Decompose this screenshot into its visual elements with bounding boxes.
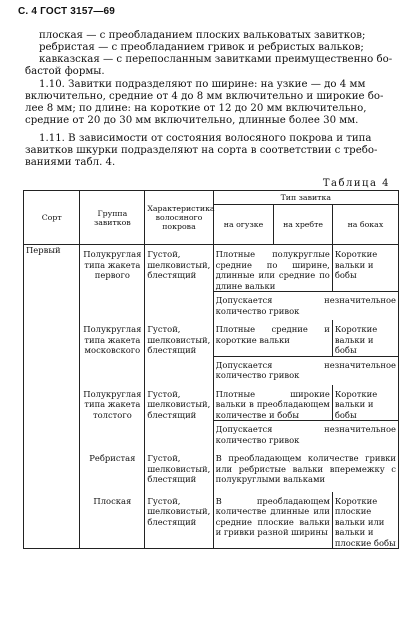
characteristic-text: Густой, шелковистый, блестящий <box>147 453 211 484</box>
allowed-cell <box>213 356 398 385</box>
text-line: завитков шкурки подразделяют на сорта в соответствии с требо- <box>25 145 378 156</box>
page-header: С. 4 ГОСТ 3157—69 <box>18 6 116 17</box>
full-type-text: В преобладающем количестве гривки или ребристые вальки вперемежку с полукруглыми вальками <box>215 453 396 484</box>
group-text: Полукруглая типа жакета толстого <box>83 388 142 420</box>
sides-text: Короткие вальки и бобы <box>334 324 378 355</box>
allowed-cell <box>213 291 398 320</box>
sides-cell <box>332 245 398 292</box>
sides-cell <box>332 492 398 549</box>
header-on-rump: на огузке <box>213 205 274 245</box>
sort-cell-empty <box>24 492 80 549</box>
group-cell <box>80 449 145 492</box>
header-type: Тип завитка <box>213 191 398 205</box>
allowed-text: Допускается незначительное количество гривок <box>214 420 398 449</box>
characteristic-text: Густой, шелковистый, блестящий <box>147 249 211 280</box>
group-cell <box>80 492 145 549</box>
text-line: бастой формы. <box>25 66 105 77</box>
group-text: Плоская <box>93 495 132 506</box>
sort-cell-empty <box>24 385 80 450</box>
characteristic-cell <box>145 449 213 492</box>
text-line: включительно, средние от 4 до 8 мм включительно и широкие бо- <box>25 91 384 102</box>
intro-paragraph <box>25 30 397 78</box>
header-characteristic: Характеристика волосяного покрова <box>145 191 213 245</box>
text-line: кавказская — с перепосланным завитками преимущественно бо- <box>39 54 393 65</box>
sort-cell-empty <box>24 320 80 385</box>
paragraph-1-10 <box>25 79 397 127</box>
sides-text: Короткие вальки и бобы <box>334 249 378 280</box>
sort-cell <box>24 245 80 321</box>
characteristic-text: Густой, шелковистый, блестящий <box>147 324 211 355</box>
group-text: Полукруглая типа жакета первого <box>83 249 142 280</box>
rump-ridge-cell <box>213 385 332 421</box>
sort-label: Первый <box>26 245 61 255</box>
sides-text: Короткие плоские вальки или вальки и плоские бобы <box>334 495 396 548</box>
paragraph-1-11 <box>25 133 397 169</box>
rump-ridge-cell <box>213 492 332 549</box>
sides-text: Короткие вальки и бобы <box>334 388 378 420</box>
text-line: 1.11. В зависимости от состояния волосяного покрова и типа <box>39 133 372 144</box>
characteristic-cell <box>145 245 213 321</box>
sides-cell <box>332 320 398 356</box>
rump-ridge-text: В преобладающем количестве длинные или средние плоские вальки и гривки разной ширины <box>215 495 330 537</box>
text-line: ваниями табл. 4. <box>25 157 116 168</box>
header-on-sides: на боках <box>332 205 398 245</box>
text-line: средние от 20 до 30 мм включительно, длинные более 30 мм. <box>25 115 359 126</box>
table-caption: Таблица 4 <box>322 178 390 189</box>
group-cell <box>80 320 145 385</box>
characteristic-cell <box>145 385 213 450</box>
rump-ridge-cell <box>213 320 332 356</box>
rump-ridge-cell <box>213 245 332 292</box>
allowed-text: Допускается незначительное количество гривок <box>214 291 398 320</box>
allowed-cell <box>213 420 398 449</box>
rump-ridge-text: Плотные полукруглые средние по ширине, длинные или средние по длине вальки <box>215 249 330 291</box>
allowed-text: Допускается незначительное количество гривок <box>214 356 398 385</box>
text-line: ребристая — с преобладанием гривок и ребристых вальков; <box>39 42 364 53</box>
rump-ridge-text: Плотные широкие вальки в преобладающем количестве и бобы <box>215 388 330 420</box>
group-text: Полукруглая типа жакета московского <box>83 324 142 355</box>
characteristic-text: Густой, шелковистый, блестящий <box>147 388 211 420</box>
group-cell <box>80 385 145 450</box>
group-cell <box>80 245 145 321</box>
header-sort: Сорт <box>24 191 80 245</box>
characteristic-text: Густой, шелковистый, блестящий <box>147 495 211 527</box>
header-on-ridge: на хребте <box>274 205 333 245</box>
rump-ridge-text: Плотные средние и короткие вальки <box>215 324 330 345</box>
characteristic-cell <box>145 320 213 385</box>
sort-table <box>23 190 399 549</box>
sort-cell-empty <box>24 449 80 492</box>
text-line: лее 8 мм; по длине: на короткие от 12 до 20 мм включительно, <box>25 103 367 114</box>
characteristic-cell <box>145 492 213 549</box>
sides-cell <box>332 385 398 421</box>
full-type-cell <box>213 449 398 492</box>
header-group: Группа завитков <box>80 191 145 245</box>
text-line: плоская — с преобладанием плоских вальковатых завитков; <box>39 30 366 41</box>
text-line: 1.10. Завитки подразделяют по ширине: на узкие — до 4 мм <box>39 79 366 90</box>
group-text: Ребристая <box>89 453 136 463</box>
